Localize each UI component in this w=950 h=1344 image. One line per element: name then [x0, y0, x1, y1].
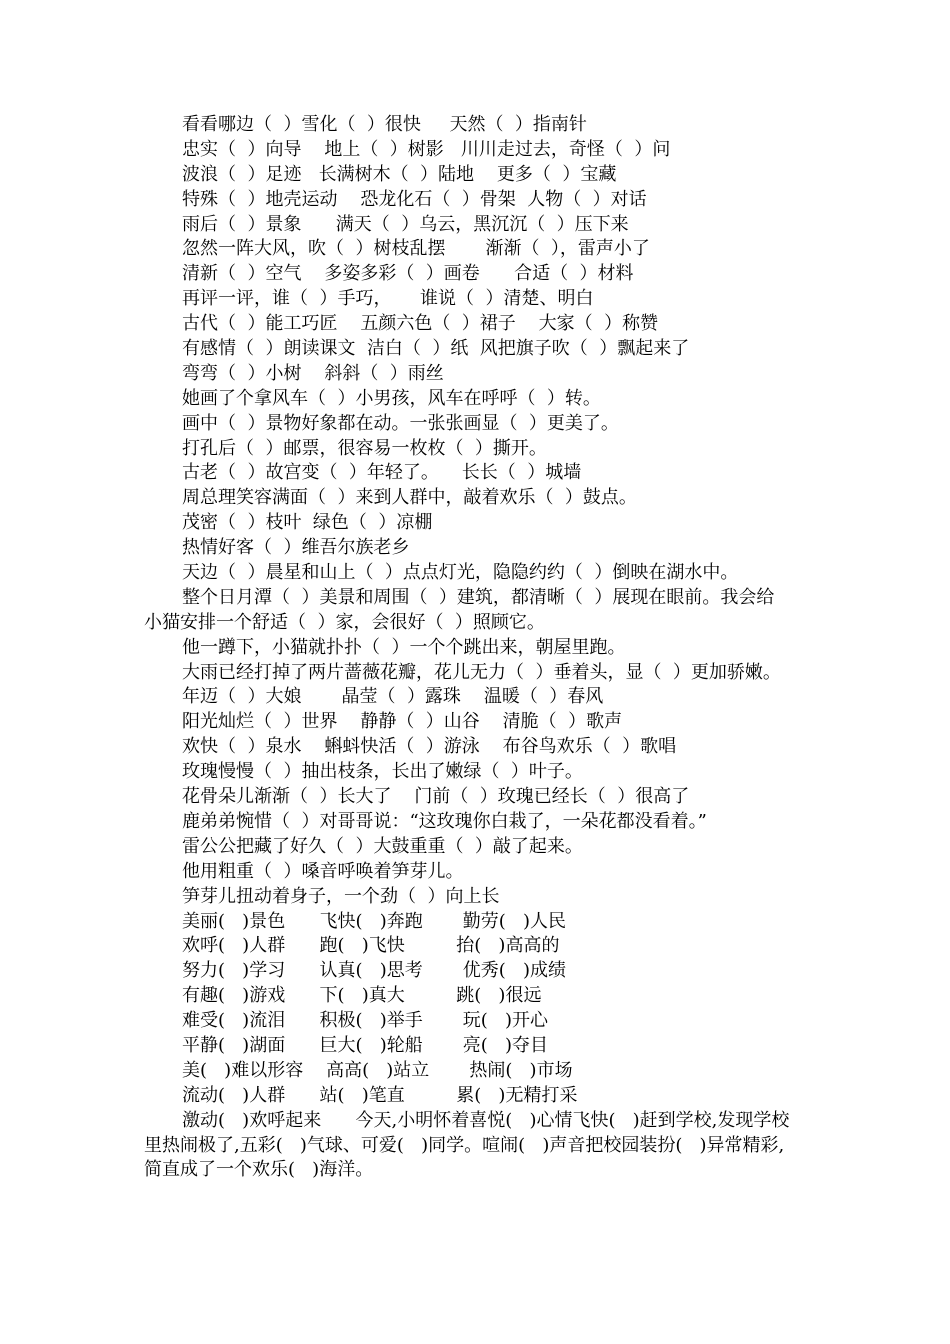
exercise-line: 清新（ ）空气 多姿多彩（ ）画卷 合适（ ）材料 — [182, 263, 634, 285]
exercise-line: 她画了个拿风车（ ）小男孩，风车在呼呼（ ）转。 — [182, 387, 601, 409]
exercise-line: 玫瑰慢慢（ ）抽出枝条，长出了嫩绿（ ）叶子。 — [182, 761, 583, 783]
exercise-line: 鹿弟弟惋惜（ ）对哥哥说：“这玫瑰你白栽了，一朵花都没看着。” — [182, 810, 707, 832]
exercise-line: 忽然一阵大风，吹（ ）树枝乱摆 渐渐（ ），雷声小了 — [182, 238, 650, 260]
exercise-line: 努力( )学习 认真( )思考 优秀( )成绩 — [182, 960, 567, 982]
exercise-line: 波浪（ ）足迹 长满树木（ ）陆地 更多（ ）宝藏 — [182, 163, 617, 185]
exercise-line: 看看哪边（ ）雪化（ ）很快 天然（ ）指南针 — [182, 114, 587, 135]
exercise-line: 美( )难以形容 高高( )站立 热闹( )市场 — [182, 1059, 573, 1081]
exercise-line: 他一蹲下，小猫就扑扑（ ）一个个跳出来，朝屋里跑。 — [182, 636, 626, 658]
exercise-line: 流动( )人群 站( )笔直 累( )无精打采 — [182, 1084, 578, 1106]
exercise-line: 整个日月潭（ ）美景和周围（ ）建筑，都清晰（ ）展现在眼前。我会给 — [182, 586, 775, 608]
exercise-line: 激动( )欢呼起来 今天,小明怀着喜悦( )心情飞快( )赶到学校,发现学校 — [182, 1109, 790, 1131]
exercise-line: 里热闹极了,五彩( )气球、可爱( )同学。喧闹( )声音把校园装扮( )异常精彩, — [144, 1134, 785, 1156]
exercise-line: 有趣( )游戏 下( )真大 跳( )很远 — [182, 985, 542, 1007]
exercise-line: 天边（ ）晨星和山上（ ）点点灯光，隐隐约约（ ）倒映在湖水中。 — [182, 562, 739, 584]
exercise-text — [144, 113, 814, 1183]
exercise-line: 简直成了一个欢乐( )海洋。 — [144, 1159, 374, 1181]
exercise-line: 年迈（ ）大娘 晶莹（ ）露珠 温暖（ ）春风 — [182, 686, 604, 708]
exercise-line: 美丽( )景色 飞快( )奔跑 勤劳( )人民 — [182, 910, 567, 932]
exercise-line: 特殊（ ）地壳运动 恐龙化石（ ）骨架 人物（ ）对话 — [182, 188, 647, 210]
exercise-line: 笋芽儿扭动着身子，一个劲（ ）向上长 — [182, 885, 500, 907]
exercise-line: 难受( )流泪 积极( )举手 玩( )开心 — [182, 1010, 549, 1032]
exercise-line: 打孔后（ ）邮票，很容易一枚枚（ ）撕开。 — [182, 437, 547, 459]
exercise-line: 周总理笑容满面（ ）来到人群中，敲着欢乐（ ）鼓点。 — [182, 487, 637, 509]
exercise-line: 画中（ ）景物好象都在动。一张张画显（ ）更美了。 — [182, 412, 619, 434]
exercise-line: 有感情（ ）朗读课文 洁白（ ）纸 风把旗子吹（ ）飘起来了 — [182, 338, 690, 360]
exercise-line: 古老（ ）故宫变（ ）年轻了。 长长（ ）城墙 — [182, 462, 582, 484]
exercise-line: 平静( )湖面 巨大( )轮船 亮( )夺目 — [182, 1034, 549, 1056]
exercise-line: 雨后（ ）景象 满天（ ）乌云，黑沉沉（ ）压下来 — [182, 213, 629, 235]
exercise-line: 大雨已经打掉了两片蔷薇花瓣，花儿无力（ ）垂着头，显（ ）更加骄嫩。 — [182, 661, 781, 683]
exercise-line: 欢呼( )人群 跑( )飞快 抬( )高高的 — [182, 935, 560, 957]
exercise-line: 花骨朵儿渐渐（ ）长大了 门前（ ）玫瑰已经长（ ）很高了 — [182, 786, 690, 808]
exercise-line: 雷公公把藏了好久（ ）大鼓重重（ ）敲了起来。 — [182, 835, 583, 857]
exercise-line: 弯弯（ ）小树 斜斜（ ）雨丝 — [182, 362, 444, 384]
exercise-line: 再评一评，谁（ ）手巧， 谁说（ ）清楚、明白 — [182, 288, 594, 310]
exercise-line: 小猫安排一个舒适（ ）家，会很好（ ）照顾它。 — [144, 611, 545, 633]
exercise-line: 热情好客（ ）维吾尔族老乡 — [182, 537, 410, 559]
exercise-line: 欢快（ ）泉水 蝌蚪快活（ ）游泳 布谷鸟欢乐（ ）歌唱 — [182, 736, 677, 758]
exercise-line: 茂密（ ）枝叶 绿色（ ）凉棚 — [182, 512, 433, 534]
exercise-line: 古代（ ）能工巧匠 五颜六色（ ）裙子 大家（ ）称赞 — [182, 313, 659, 335]
exercise-line: 阳光灿烂（ ）世界 静静（ ）山谷 清脆（ ）歌声 — [182, 711, 623, 733]
exercise-line: 忠实（ ）向导 地上（ ）树影 川川走过去，奇怪（ ）问 — [182, 138, 671, 160]
exercise-line: 他用粗重（ ）嗓音呼唤着笋芽儿。 — [182, 860, 464, 882]
